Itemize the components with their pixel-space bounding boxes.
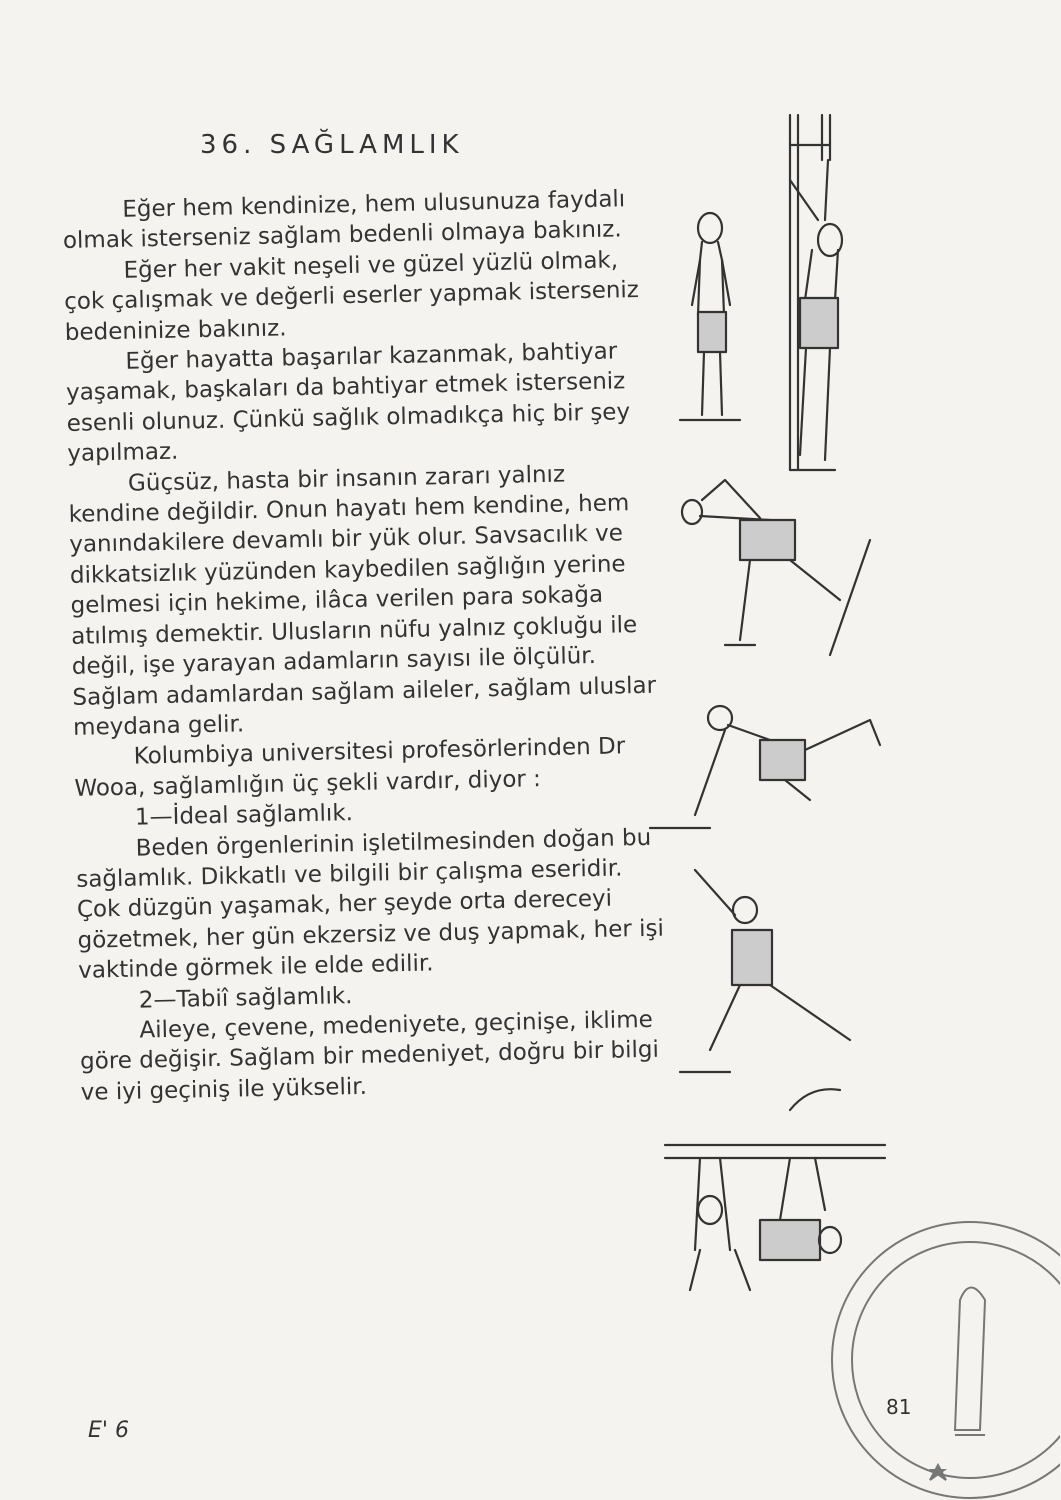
paragraph-6: Beden örgenlerinin işletilmesinden doğan bu sağlamlık. Dikkatlı ve bilgili bir çalışma eseridir. Çok düzgün yaşamak, her şeyde orta dereceyi gözetmek, her gün ekzersiz ve duş yapmak, her işi vaktinde görmek ile elde edilir. — [76, 824, 665, 984]
bending-exercise-figure — [682, 480, 870, 655]
paragraph-2: Eğer her vakit neşeli ve güzel yüzlü olmak, çok çalışmak ve değerli eserler yapmak isterseniz bedeninize bakınız. — [63, 247, 640, 346]
body-text — [62, 184, 669, 1108]
exercise-illustrations — [640, 100, 900, 1300]
paragraph-7: Aileye, çevene, medeniyete, geçinişe, iklime göre değişir. Sağlam bir medeniyet, doğru bir bilgi ve iyi geçiniş ile yükselir. — [79, 1006, 660, 1106]
section-heading-2: 2—Tabiî sağlamlık. — [138, 982, 353, 1014]
reaching-lunge-figure — [680, 870, 850, 1110]
library-stamp — [820, 1180, 1060, 1500]
pole-stretch-figure — [790, 115, 842, 470]
signature-mark: E' 6 — [88, 1418, 129, 1443]
paragraph-5: Kolumbiya universitesi profesörlerinden Dr Wooa, sağlamlığın üç şekli vardır, diyor : — [74, 733, 626, 802]
chapter-title: 36. SAĞLAMLIK — [200, 130, 464, 160]
paragraph-4: Güçsüz, hasta bir insanın zararı yalnız kendine değildir. Onun hayatı hem kendine, hem yanındakilere devamlı bir yük olur. Savsacılık ve dikkatsizlık yüzünden kaybedilen sağlığın yerine gelmesi için hekime, ilâca verilen para sokağa atılmış demektir. Ulusların nüfu yalnız çokluğu ile değil, işe yarayan adamların sayısı ile ölçülür. Sağlam adamlardan sağlam aileler, sağlam uluslar meydana gelir. — [68, 461, 657, 741]
page-number: 81 — [886, 1395, 912, 1419]
paragraph-1: Eğer hem kendinize, hem ulusunuza faydalı olmak isterseniz sağlam bedenli olmaya bakınız. — [62, 186, 626, 255]
standing-boy-figure — [680, 213, 740, 420]
section-heading-1: 1—İdeal sağlamlık. — [134, 800, 354, 831]
paragraph-3: Eğer hayatta başarılar kazanmak, bahtiyar yaşamak, başkaları da bahtiyar etmek isterseniz esenli olunuz. Çünkü sağlık olmadıkça hiç bir şey yapılmaz. — [65, 338, 631, 468]
lunge-exercise-figure — [650, 706, 880, 828]
